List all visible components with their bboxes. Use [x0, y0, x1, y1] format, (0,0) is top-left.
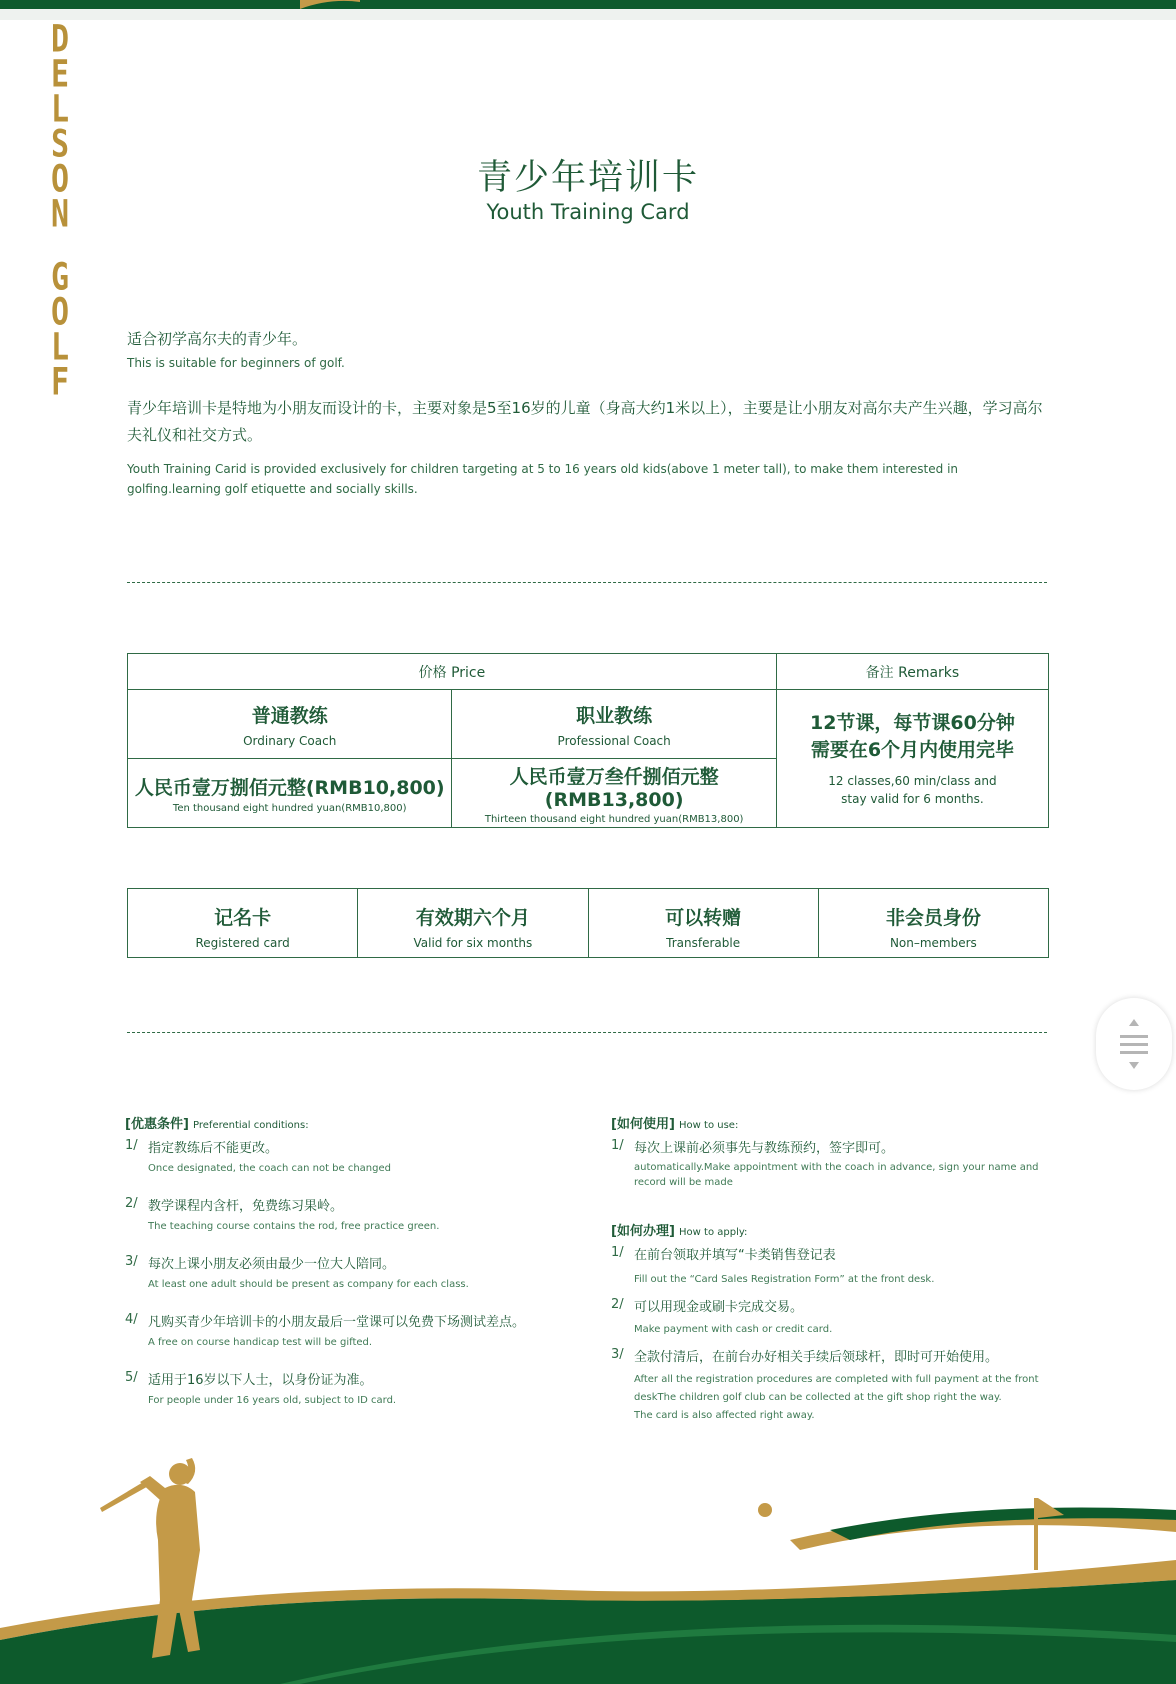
intro-p1-cn: 适合初学高尔夫的青少年。: [127, 330, 308, 348]
professional-coach-cell: [452, 690, 776, 759]
list-item: 2/ 教学课程内含杆，免费练习果岭。 The teaching course contains the rod, free practice green.: [125, 1196, 440, 1232]
brand-letter: N: [50, 192, 70, 237]
ordinary-coach-cell: [128, 690, 452, 759]
ordinary-price-en: Ten thousand eight hundred yuan(RMB10,800): [172, 802, 407, 814]
list-item: 2/ 可以用现金或刷卡完成交易。 Make payment with cash or credit card.: [611, 1297, 833, 1335]
remarks-cn-line1: 12节课，每节课60分钟: [809, 711, 1015, 734]
brand-letter: L: [50, 325, 70, 370]
feature-cn: 记名卡: [214, 907, 272, 929]
intro-p1-en: This is suitable for beginners of golf.: [127, 356, 345, 370]
remarks-en-line2: stay valid for 6 months.: [841, 791, 984, 806]
golf-ball: [758, 1503, 772, 1517]
top-bar: [0, 0, 1176, 9]
how-to-use-heading: [如何使用] How to use:: [611, 1117, 739, 1132]
feature-registered: [128, 889, 358, 957]
price-table: [127, 653, 1049, 828]
preferential-heading: [优惠条件] Preferential conditions:: [125, 1117, 309, 1132]
remarks-header: 备注 Remarks: [776, 654, 1048, 690]
remarks-cell: [776, 690, 1048, 828]
feature-cn: 非会员身份: [885, 907, 981, 929]
intro-p2-cn: 青少年培训卡是特地为小朋友而设计的卡，主要对象是5至16岁的儿童（身高大约1米以上），主要是让小朋友对高尔夫产生兴趣，学习高尔夫礼仪和社交方式。: [127, 399, 1043, 444]
price-header: 价格 Price: [128, 654, 777, 690]
scroll-control[interactable]: [1096, 998, 1172, 1090]
how-to-apply-heading: [如何办理] How to apply:: [611, 1224, 748, 1239]
professional-price-cell: [452, 759, 776, 828]
ordinary-price-cn: 人民币壹万捌佰元整(RMB10,800): [134, 776, 445, 799]
intro-p2-en: Youth Training Carid is provided exclusively for children targeting at 5 to 16 years old kids(above 1 meter tall), to make them interested in golfing.learning golf etiquette and socially skills.: [127, 462, 959, 496]
list-item: 1/ 在前台领取并填写“卡类销售登记表 Fill out the “Card Sales Registration Form” at the front desk.: [611, 1245, 935, 1285]
remarks-en-line1: 12 classes,60 min/class and: [828, 773, 997, 788]
flag-pole: [1034, 1498, 1038, 1570]
list-item: 4/ 凡购买青少年培训卡的小朋友最后一堂课可以免费下场测试差点。 A free on course handicap test will be gifted.: [125, 1312, 526, 1348]
list-item: 1/ 每次上课前必须事先与教练预约，签字即可。 automatically.Make appointment with the coach in advance, sign your name and record will be made: [611, 1138, 1039, 1188]
brand-letter: O: [50, 157, 70, 202]
ordinary-coach-cn: 普通教练: [251, 704, 328, 727]
brand-letter: F: [50, 360, 70, 405]
ordinary-coach-en: Ordinary Coach: [243, 733, 337, 748]
feature-cn: 可以转赠: [665, 907, 742, 929]
divider: [127, 1032, 1047, 1033]
feature-en: Valid for six months: [413, 936, 533, 950]
golf-course-illustration: [0, 1400, 1176, 1684]
feature-validity: [358, 889, 588, 957]
features-row: [127, 888, 1049, 958]
feature-en: Registered card: [195, 936, 290, 950]
page-title: 青少年培训卡: [476, 158, 699, 198]
remarks-cn-line2: 需要在6个月内使用完毕: [810, 738, 1015, 761]
top-gold-accent: [300, 0, 360, 9]
professional-coach-en: Professional Coach: [557, 733, 671, 748]
brand-letter: G: [50, 255, 70, 300]
list-item: 1/ 指定教练后不能更改。 Once designated, the coach can not be changed: [125, 1138, 391, 1174]
brand-letter: L: [50, 87, 70, 132]
page-subtitle: Youth Training Card: [486, 200, 690, 224]
feature-en: Transferable: [666, 936, 741, 950]
list-item: 3/ 每次上课小朋友必须由最少一位大人陪同。 At least one adult should be present as company for each class.: [125, 1254, 469, 1290]
professional-price-cn: 人民币壹万叁仟捌佰元整(RMB13,800): [509, 765, 719, 811]
list-item: 5/ 适用于16岁以下人士，以身份证为准。 For people under 16 years old, subject to ID card.: [125, 1370, 397, 1406]
how-to-section: [611, 1113, 1051, 1425]
scroll-arrows-icon: [1096, 998, 1172, 1090]
list-item: 3/ 全款付清后，在前台办好相关手续后领球杆，即时可开始使用。 After all the registration procedures are completed with full payment at the front deskThe children golf club can be collected at the gift shop right the way. The card is also affected right away.: [611, 1347, 1039, 1421]
brand-letter: D: [50, 17, 70, 62]
divider: [127, 582, 1047, 583]
professional-price-en: Thirteen thousand eight hundred yuan(RMB13,800): [484, 813, 744, 825]
intro-section: [127, 326, 1047, 499]
brand-letter: E: [50, 52, 70, 97]
brand-letter: S: [50, 122, 70, 167]
feature-transferable: [589, 889, 819, 957]
feature-cn: 有效期六个月: [415, 907, 530, 929]
brand-letter: O: [50, 290, 70, 335]
feature-en: Non–members: [889, 936, 977, 950]
preferential-section: [125, 1113, 565, 1410]
feature-non-member: [819, 889, 1048, 957]
ordinary-price-cell: [128, 759, 452, 828]
top-bar-shade: [0, 9, 1176, 20]
professional-coach-cn: 职业教练: [576, 704, 653, 727]
